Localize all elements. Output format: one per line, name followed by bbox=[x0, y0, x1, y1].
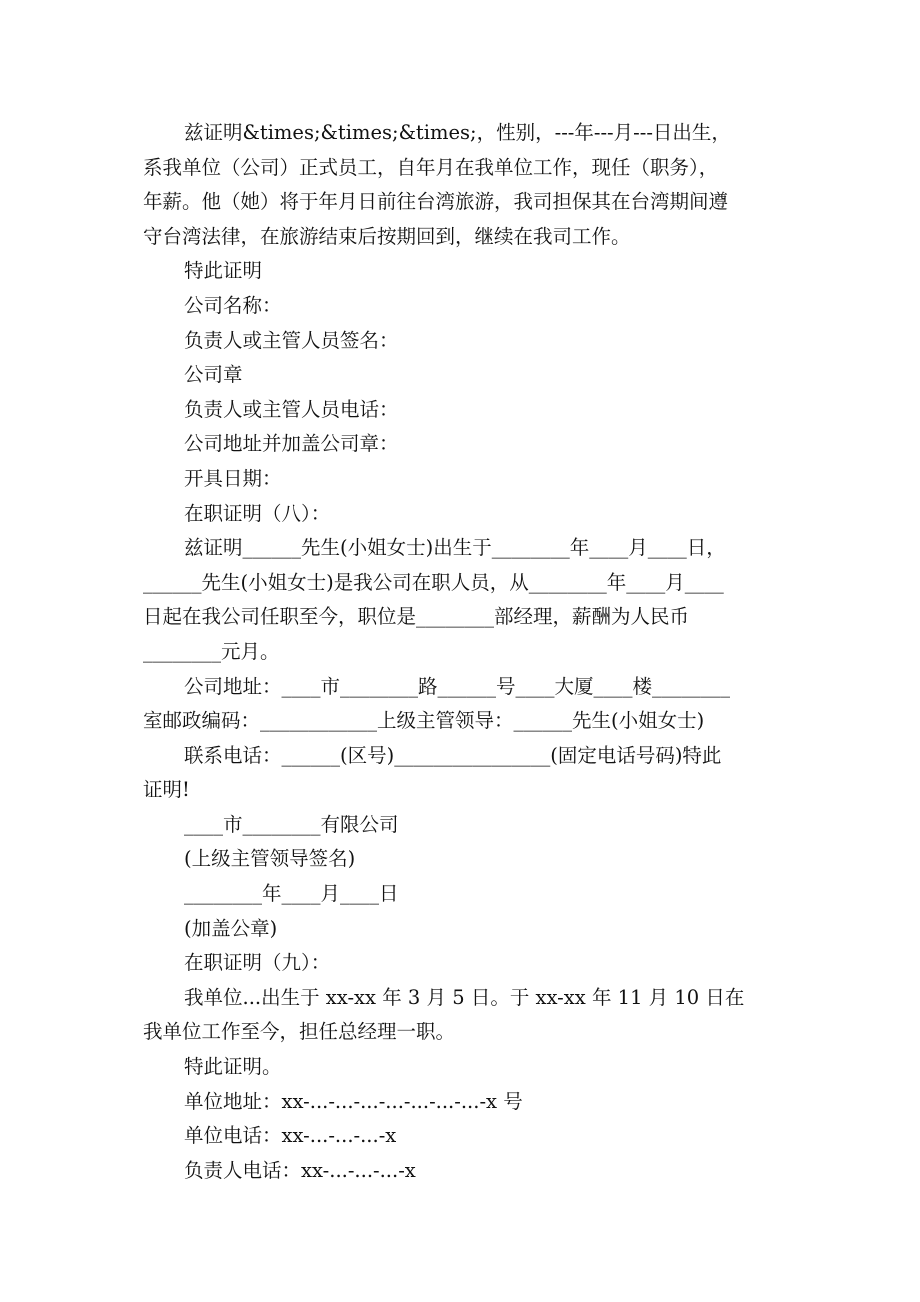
paragraph-20-line-0: 单位电话：xx-...-...-...-x bbox=[184, 1124, 397, 1148]
paragraph-11-line-0: 联系电话：______(区号)________________(固定电话号码)特此 bbox=[184, 743, 722, 767]
paragraph-11-line-1: 证明! bbox=[143, 778, 190, 802]
paragraph-14-line-0: ________年____月____日 bbox=[184, 882, 399, 906]
paragraph-21-line-0: 负责人电话：xx-...-...-...-x bbox=[184, 1158, 416, 1182]
paragraph-4-line-0: 公司章 bbox=[184, 363, 243, 387]
paragraph-17-line-1: 我单位工作至今，担任总经理一职。 bbox=[143, 1020, 456, 1044]
paragraph-2-line-0: 公司名称： bbox=[184, 293, 282, 317]
paragraph-1-line-0: 特此证明 bbox=[184, 259, 263, 283]
paragraph-6-line-0: 公司地址并加盖公司章： bbox=[184, 432, 399, 456]
document-body bbox=[143, 116, 783, 1188]
paragraph-0-line-1: 系我单位（公司）正式员工，自年月在我单位工作，现任（职务）， bbox=[143, 155, 719, 179]
paragraph-9-line-0: 兹证明______先生(小姐女士)出生于________年____月____日， bbox=[184, 536, 726, 560]
paragraph-12-line-0: ____市________有限公司 bbox=[184, 812, 399, 836]
paragraph-15-line-0: (加盖公章) bbox=[184, 916, 278, 940]
paragraph-10-line-1: 室邮政编码：____________上级主管领导：______先生(小姐女士) bbox=[143, 709, 705, 733]
paragraph-9-line-1: ______先生(小姐女士)是我公司在职人员，从________年____月____ bbox=[143, 570, 724, 594]
paragraph-9-line-2: 日起在我公司任职至今，职位是________部经理，薪酬为人民币 bbox=[143, 605, 690, 629]
paragraph-3-line-0: 负责人或主管人员签名： bbox=[184, 328, 399, 352]
paragraph-5-line-0: 负责人或主管人员电话： bbox=[184, 397, 399, 421]
paragraph-19-line-0: 单位地址：xx-...-...-...-...-...-...-...-x 号 bbox=[184, 1089, 523, 1113]
paragraph-16-line-0: 在职证明（九）： bbox=[184, 951, 331, 975]
paragraph-17-line-0: 我单位...出生于 xx-xx 年 3 月 5 日。于 xx-xx 年 11 月 10 日在 bbox=[184, 985, 745, 1009]
paragraph-0-line-3: 守台湾法律，在旅游结束后按期回到，继续在我司工作。 bbox=[143, 224, 631, 248]
paragraph-9-line-3: ________元月。 bbox=[143, 639, 280, 663]
paragraph-0-line-2: 年薪。他（她）将于年月日前往台湾旅游，我司担保其在台湾期间遵 bbox=[143, 190, 729, 214]
paragraph-10-line-0: 公司地址：____市________路______号____大厦____楼________ bbox=[184, 674, 731, 698]
paragraph-13-line-0: (上级主管领导签名) bbox=[184, 847, 356, 871]
paragraph-8-line-0: 在职证明（八）： bbox=[184, 501, 331, 525]
paragraph-18-line-0: 特此证明。 bbox=[184, 1055, 282, 1079]
paragraph-7-line-0: 开具日期： bbox=[184, 466, 282, 490]
paragraph-0-line-0: 兹证明&times;&times;&times;，性别，---年---月---日出生， bbox=[184, 121, 731, 144]
